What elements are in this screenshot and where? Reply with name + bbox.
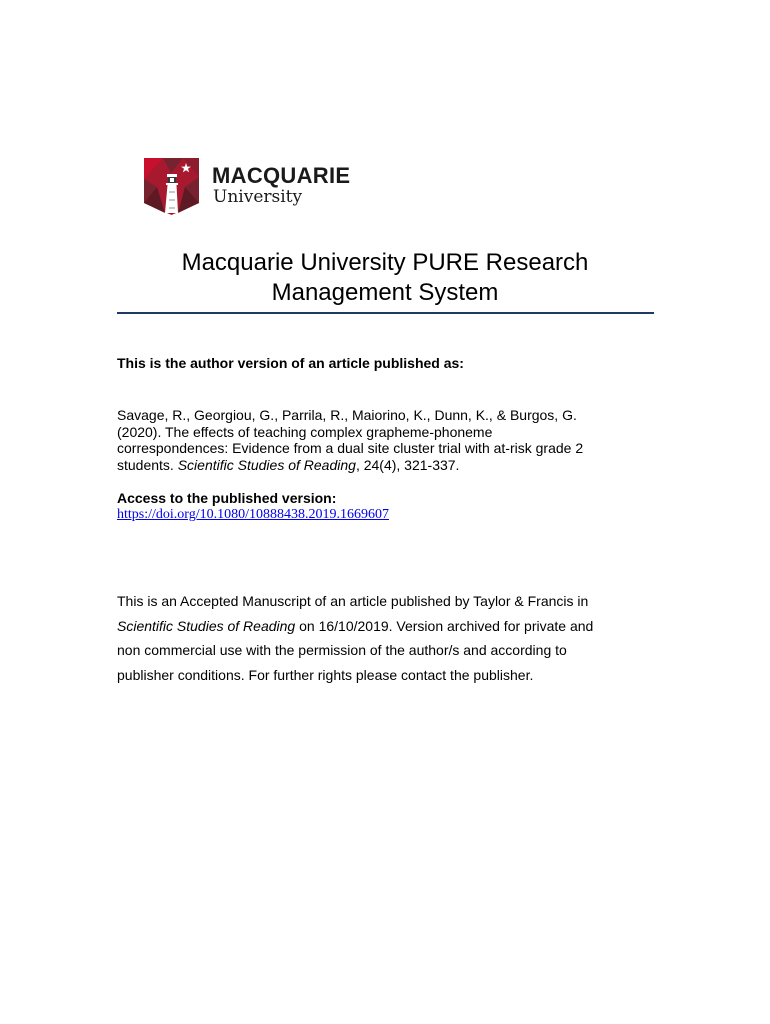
- macquarie-logo: [143, 157, 363, 217]
- citation-title-line-2: correspondences: Evidence from a dual site cluster trial with at-risk grade 2: [117, 440, 584, 457]
- citation-volume: , 24(4), 321-337.: [355, 456, 460, 473]
- citation-authors: Savage, R., Georgiou, G., Parrila, R., Maiorino, K., Dunn, K., & Burgos, G.: [117, 407, 577, 423]
- intro-heading: This is the author version of an article published as:: [117, 355, 464, 371]
- statement-line-1: This is an Accepted Manuscript of an article published by Taylor & Francis in: [117, 593, 589, 609]
- lighthouse-shield-icon: [143, 157, 201, 217]
- statement-line-2: [117, 614, 662, 639]
- title-line-1: Macquarie University PURE Research: [181, 249, 589, 276]
- logo-wordmark: MACQUARIE: [212, 163, 351, 188]
- manuscript-statement: [117, 589, 662, 687]
- citation-title-line-1: (2020). The effects of teaching complex grapheme-phoneme: [117, 423, 493, 440]
- statement-date: on 16/10/2019. Version archived for private and: [295, 617, 594, 634]
- statement-line-4: publisher conditions. For further rights please contact the publisher.: [117, 666, 534, 683]
- doi-link[interactable]: https://doi.org/10.1080/10888438.2019.1669607: [117, 507, 389, 522]
- title-divider: [117, 312, 654, 314]
- citation-journal: Scientific Studies of Reading: [177, 456, 356, 473]
- page-title: [117, 248, 653, 308]
- statement-line-3: non commercial use with the permission of the author/s and according to: [117, 642, 567, 658]
- citation-source-line: [117, 457, 657, 474]
- title-line-2: Management System: [271, 279, 499, 306]
- citation-students: students.: [117, 456, 174, 473]
- statement-journal: Scientific Studies of Reading: [117, 617, 296, 634]
- citation: [117, 407, 657, 473]
- logo-subword: University: [213, 187, 303, 207]
- access-heading: Access to the published version:: [117, 490, 337, 506]
